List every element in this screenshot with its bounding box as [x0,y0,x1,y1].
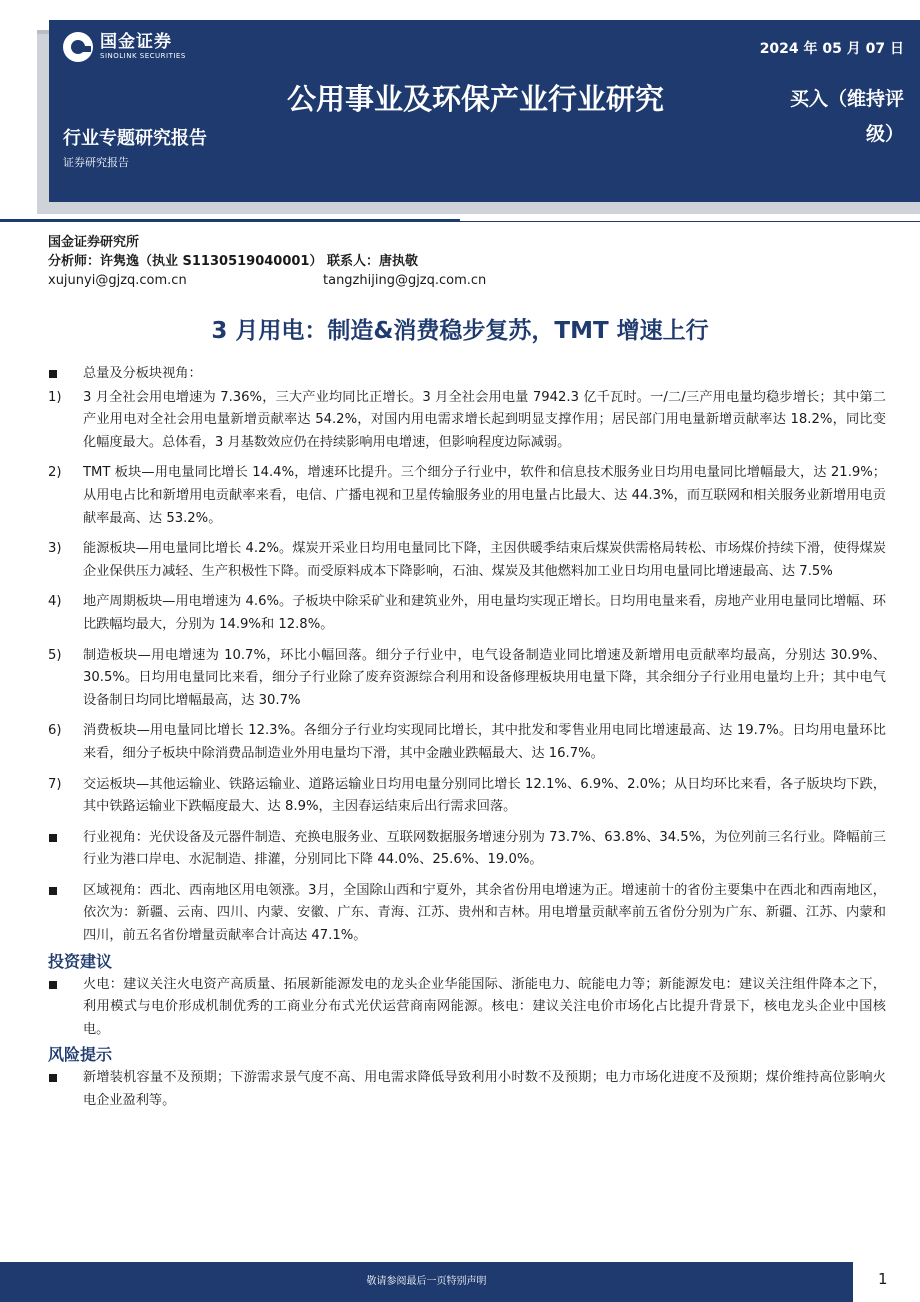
footer-bar [0,1262,853,1302]
square-bullet-icon [49,887,57,895]
square-bullet-icon [49,370,57,378]
item-number: 7) [48,776,62,792]
square-bullet-icon [49,834,57,842]
risk-text: 新增装机容量不及预期；下游需求景气度不高、用电需求降低导致利用小时数不及预期；电力市场化进度不及预期；煤价维持高位影响火电企业盈利等。 [83,1070,886,1109]
analyst-block [48,233,486,290]
item-text: TMT 板块—用电量同比增长 14.4%，增速环比提升。三个细分子行业中，软件和信息技术服务业日均用电量同比增幅最大，达 21.9%；从用电占比和新增用电贡献率来看，电信、广播电视和卫星传输服务业的用电量占比最大、达 44.3%，而互联网和相关服务业新增用电贡献率最高、达 53.2%。 [83,465,886,526]
square-bullet-icon [49,981,57,989]
region-view: 区域视角：西北、西南地区用电领涨。3月，全国除山西和宁夏外，其余省份用电增速为正。增速前十的省份主要集中在西北和西南地区，依次为：新疆、云南、四川、内蒙、安徽、广东、青海、江苏、贵州和吉林。用电增量贡献率前五省份分别为广东、新疆、江苏、内蒙和四川，前五名省份增量贡献率合计高达 47.1%。 [83,882,886,944]
list-item [48,387,886,455]
page-number: 1 [878,1270,888,1288]
report-header [49,20,920,202]
list-item [48,462,886,530]
list-item [48,591,886,636]
report-title: 3 月用电：制造&消费稳步复苏，TMT 增速上行 [211,318,709,344]
list-item [48,774,886,819]
header-divider-accent [0,219,460,221]
item-text: 消费板块—用电量同比增长 12.3%。各细分子行业均实现同比增长，其中批发和零售业用电同比增速最高、达 19.7%。日均用电量环比来看，细分子板块中除消费品制造业外用电量均下滑，其中金融业跌幅最大、达 16.7%。 [83,723,886,761]
item-number: 1) [48,389,62,405]
list-item [48,1067,886,1112]
item-text: 交运板块—其他运输业、铁路运输业、道路运输业日均用电量分别同比增长 12.1%、6.9%、2.0%；从日均环比来看，各子版块均下跌，其中铁路运输业下跌幅度最大、达 8.9%，主因春运结束后出行需求回落。 [83,776,886,815]
item-number: 5) [48,647,62,663]
risk-heading: 风险提示 [48,1045,113,1065]
item-number: 2) [48,465,62,481]
sinolink-logo-icon [63,32,93,62]
company-logo [63,32,186,62]
analyst-email[interactable]: xujunyi@gjzq.com.cn [48,273,187,288]
report-date: 2024 年 05 月 07 日 [759,41,904,57]
list-item [48,974,886,1042]
list-item [48,880,886,948]
header-divider [0,221,920,222]
item-text: 地产周期板块—用电增速为 4.6%。子板块中除采矿业和建筑业外，用电量均实现正增长。日均用电量来看，房地产业用电量同比增幅、环比跌幅均最大，分别为 14.9%和 12.8%。 [83,594,886,632]
disclaimer-note: 敬请参阅最后一页特别声明 [366,1276,487,1287]
list-item [48,720,886,765]
item-text: 制造板块—用电增速为 10.7%，环比小幅回落。细分子行业中，电气设备制造业同比增速及新增用电贡献率均最高，分别达 30.9%、30.5%。日均用电量同比来看，细分子行业除了废弃资源综合利用和设备修理板块用电量下降，其余细分子行业用电量均上升；其中电气设备制日均同比增幅最高，达 30.7% [83,647,886,708]
list-item [48,363,886,387]
list-item [48,538,886,583]
item-number: 6) [48,723,62,739]
contact-email[interactable]: tangzhijing@gjzq.com.cn [323,273,487,288]
list-item [48,645,886,713]
investment-text: 火电：建议关注火电资产高质量、拓展新能源发电的龙头企业华能国际、浙能电力、皖能电力等；新能源发电：建议关注组件降本之下，利用模式与电价形成机制优秀的工商业分布式光伏运营商南网能源。核电：建议关注电价市场化占比提升背景下，核电龙头企业中国核电。 [83,976,886,1037]
investment-heading: 投资建议 [48,951,113,971]
item-text: 3 月全社会用电增速为 7.36%，三大产业均同比正增长。3 月全社会用电量 7942.3 亿千瓦时。一/二/三产用电量均稳步增长；其中第二产业用电对全社会用电量新增贡献率达 54.2%，对国内用电需求增长起到明显支撑作用；居民部门用电量新增贡献率达 18.2%，同比变化幅度最大。总体看，3 月基数效应仍在持续影响用电增速，但影响程度边际减弱。 [83,389,886,450]
summary-intro: 总量及分板块视角： [83,366,202,381]
report-body [48,363,886,1113]
logo-english-name: SINOLINK SECURITIES [100,52,186,60]
square-bullet-icon [49,1074,57,1082]
institute-name: 国金证券研究所 [48,235,140,250]
item-number: 4) [48,594,62,610]
industry-view: 行业视角：光伏设备及元器件制造、充换电服务业、互联网数据服务增速分别为 73.7%、63.8%、34.5%，为位列前三名行业。降幅前三行业为港口岸电、水泥制造、排灌，分别同比下降 44.0%、25.6%、19.0%。 [83,829,886,868]
report-type: 行业专题研究报告 [63,128,207,149]
rating-badge: 买入（维持评级） [789,88,904,145]
item-text: 能源板块—用电量同比增长 4.2%。煤炭开采业日均用电量同比下降，主因供暖季结束后煤炭供需格局转松、市场煤价持续下滑，使得煤炭企业保供压力减轻、生产积极性下降。而受原料成本下降影响，石油、煤炭及其他燃料加工业日均用电量同比增速最高、达 7.5% [83,541,886,579]
analyst-line: 分析师：许隽逸（执业 S1130519040001） 联系人：唐执敬 [48,254,419,269]
report-category: 证券研究报告 [63,156,129,169]
industry-title: 公用事业及环保产业行业研究 [287,82,665,116]
logo-chinese-name: 国金证券 [100,32,172,52]
item-number: 3) [48,541,62,557]
list-item [48,827,886,872]
